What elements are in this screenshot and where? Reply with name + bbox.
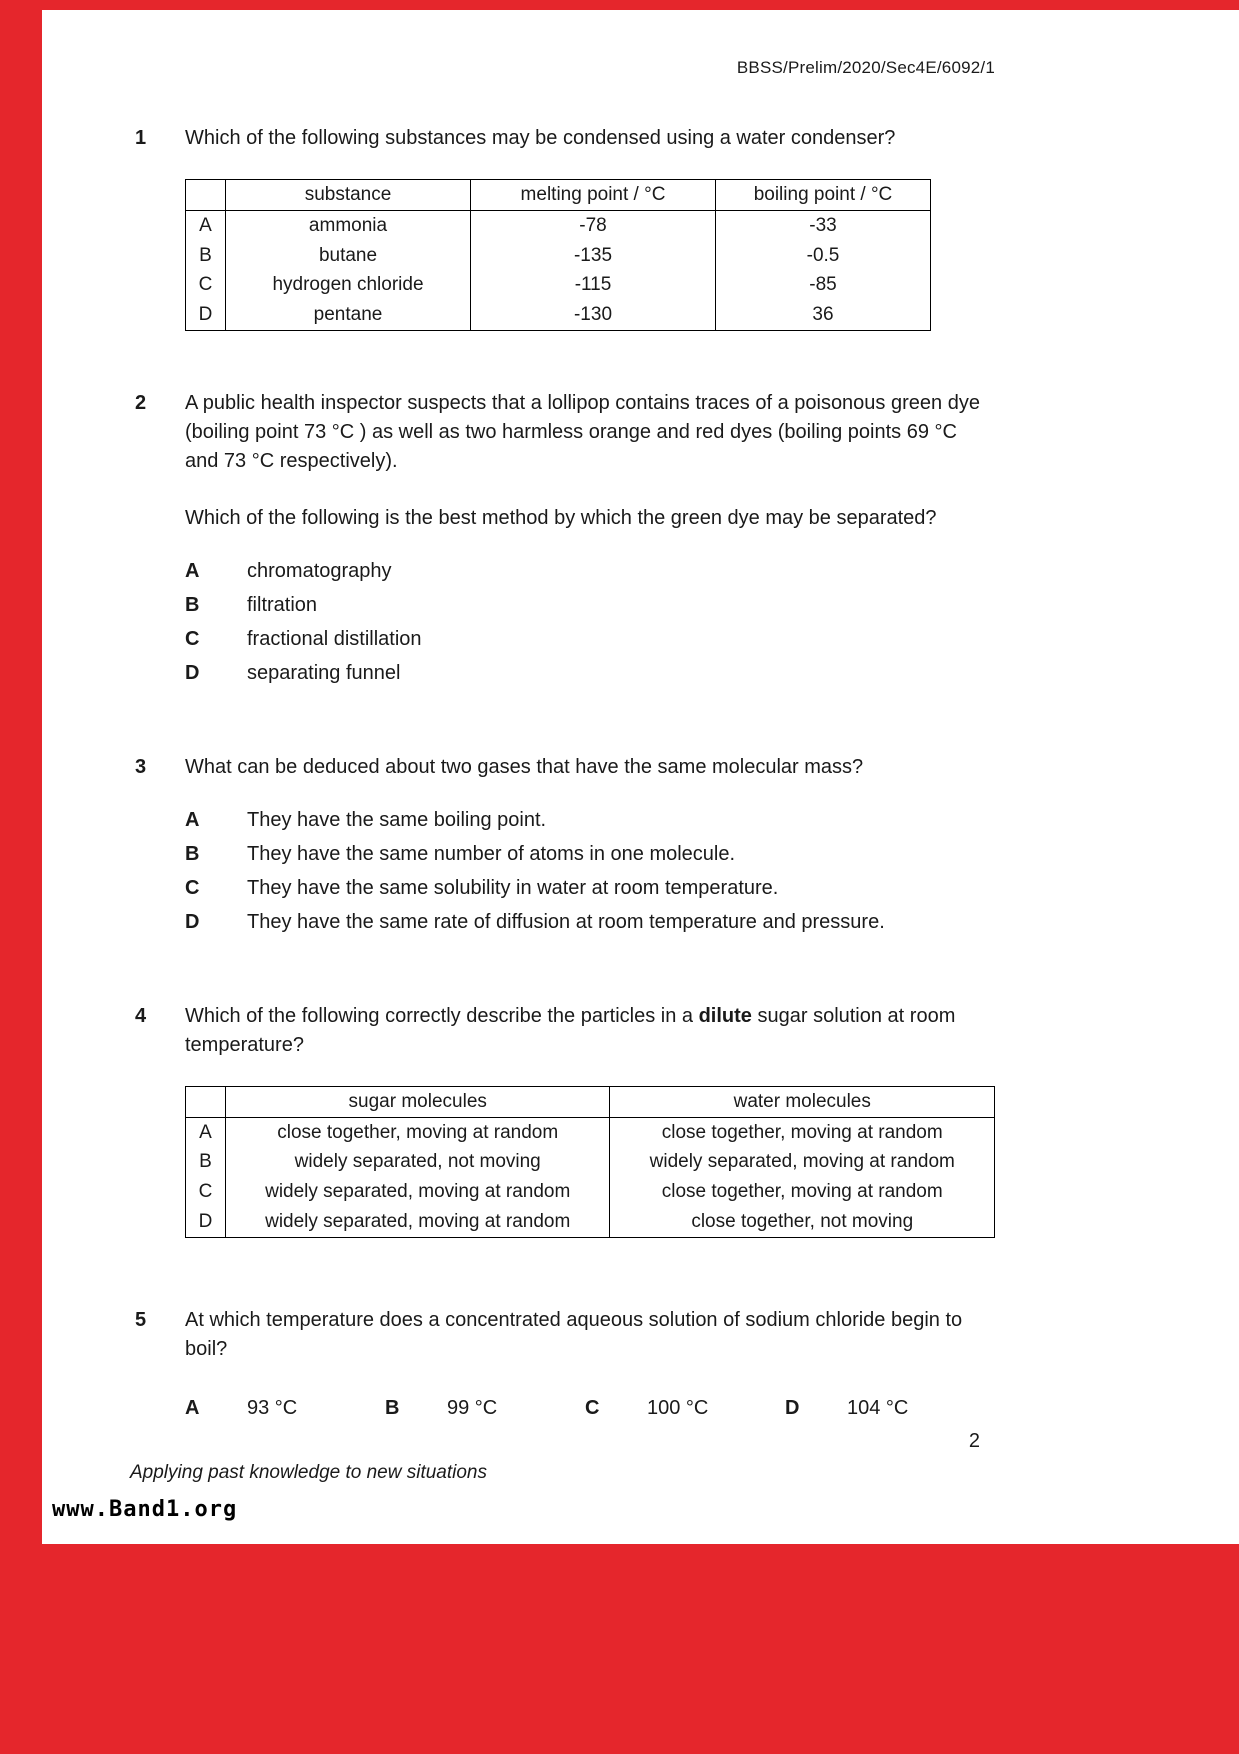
option-letter: C <box>186 1177 226 1207</box>
option-letter: C <box>585 1396 600 1419</box>
question-text-before: Which of the following correctly describe the particles in a <box>185 1004 699 1027</box>
option-row <box>185 591 995 620</box>
question-number: 5 <box>135 1308 147 1331</box>
option-text: 104 °C <box>847 1396 909 1419</box>
option-letter: D <box>186 1207 226 1237</box>
option-letter: C <box>186 270 226 300</box>
option-text: 93 °C <box>247 1396 298 1419</box>
option-letter: D <box>186 300 226 330</box>
option-letter: C <box>185 627 200 650</box>
question-text <box>185 1002 995 1060</box>
option-item <box>385 1394 585 1423</box>
boiling-column-header: boiling point / °C <box>716 180 931 211</box>
sugar-cell: close together, moving at random <box>225 1117 610 1147</box>
option-item <box>185 1394 385 1423</box>
table-header-row <box>186 180 931 211</box>
question-number: 1 <box>135 127 147 149</box>
melting-cell: -135 <box>471 241 716 271</box>
empty-header-cell <box>186 180 226 211</box>
table-header-row <box>186 1086 995 1117</box>
option-text: They have the same rate of diffusion at room temperature and pressure. <box>247 910 885 933</box>
option-row <box>185 908 995 937</box>
melting-cell: -78 <box>471 210 716 240</box>
option-item <box>585 1394 785 1423</box>
option-item <box>785 1394 985 1423</box>
option-text: filtration <box>247 593 318 616</box>
option-row <box>185 625 995 654</box>
question-text-after: sugar solution at room temperature? <box>185 1004 956 1056</box>
option-letter: B <box>186 1147 226 1177</box>
water-cell: close together, not moving <box>610 1207 995 1237</box>
table-row <box>186 210 931 240</box>
option-letter: D <box>185 661 200 684</box>
option-letter: B <box>385 1396 400 1419</box>
option-letter: D <box>185 910 200 933</box>
option-text: 99 °C <box>447 1396 498 1419</box>
water-column-header: water molecules <box>610 1086 995 1117</box>
water-cell: close together, moving at random <box>610 1117 995 1147</box>
table-row <box>186 270 931 300</box>
paper-reference: BBSS/Prelim/2020/Sec4E/6092/1 <box>736 58 995 77</box>
option-row <box>185 840 995 869</box>
page-number: 2 <box>968 1430 980 1452</box>
question-body <box>185 1306 995 1423</box>
substance-cell: ammonia <box>226 210 471 240</box>
page-content <box>135 0 995 1423</box>
question-text-bold: dilute <box>698 1004 752 1027</box>
option-row <box>185 557 995 586</box>
option-letter: A <box>186 1117 226 1147</box>
question-text: Which of the following substances may be condensed using a water condenser? <box>185 127 896 149</box>
question-text-2: Which of the following is the best method by which the green dye may be separated? <box>185 506 937 529</box>
option-text: 100 °C <box>647 1396 709 1419</box>
question-body <box>185 753 995 942</box>
table-row <box>186 241 931 271</box>
red-border-left <box>0 0 42 1754</box>
site-watermark: www.Band1.org <box>52 1497 238 1522</box>
water-cell: close together, moving at random <box>610 1177 995 1207</box>
particles-table <box>185 1086 995 1238</box>
option-letter: B <box>185 842 200 865</box>
option-text: chromatography <box>247 559 392 582</box>
water-cell: widely separated, moving at random <box>610 1147 995 1177</box>
option-text: They have the same boiling point. <box>247 808 547 831</box>
question-body <box>185 1002 995 1238</box>
table-row <box>186 1117 995 1147</box>
option-letter: C <box>185 876 200 899</box>
options-list <box>185 806 995 937</box>
question-body <box>185 389 995 693</box>
option-text: They have the same number of atoms in one molecule. <box>247 842 736 865</box>
footer-note: Applying past knowledge to new situations <box>130 1462 488 1483</box>
empty-header-cell <box>186 1086 226 1117</box>
sugar-cell: widely separated, moving at random <box>225 1207 610 1237</box>
substance-column-header: substance <box>226 180 471 211</box>
substance-cell: hydrogen chloride <box>226 270 471 300</box>
red-border-bottom <box>0 1544 1239 1754</box>
table-row <box>186 300 931 330</box>
question-number: 4 <box>135 1004 147 1027</box>
question-number: 2 <box>135 391 147 414</box>
question-4 <box>135 1002 995 1238</box>
question-number: 3 <box>135 755 147 778</box>
option-row <box>185 874 995 903</box>
question-5 <box>135 1306 995 1423</box>
options-list <box>185 557 995 688</box>
table-row <box>186 1147 995 1177</box>
sugar-cell: widely separated, moving at random <box>225 1177 610 1207</box>
question-2 <box>135 389 995 693</box>
option-row <box>185 659 995 688</box>
question-text: What can be deduced about two gases that have the same molecular mass? <box>185 755 864 778</box>
boiling-cell: -85 <box>716 270 931 300</box>
option-text: fractional distillation <box>247 627 422 650</box>
table-row <box>186 1177 995 1207</box>
option-letter: D <box>785 1396 800 1419</box>
boiling-cell: 36 <box>716 300 931 330</box>
substance-cell: butane <box>226 241 471 271</box>
option-row <box>185 806 995 835</box>
option-text: They have the same solubility in water at room temperature. <box>247 876 779 899</box>
sugar-cell: widely separated, not moving <box>225 1147 610 1177</box>
option-letter: A <box>185 808 200 831</box>
question-3 <box>135 753 995 942</box>
boiling-cell: -0.5 <box>716 241 931 271</box>
question-1 <box>135 124 995 331</box>
option-letter: A <box>185 1396 200 1419</box>
option-letter: B <box>186 241 226 271</box>
melting-cell: -130 <box>471 300 716 330</box>
substance-cell: pentane <box>226 300 471 330</box>
option-letter: A <box>186 210 226 240</box>
option-letter: A <box>185 559 200 582</box>
options-row <box>185 1394 995 1423</box>
table-row <box>186 1207 995 1237</box>
option-text: separating funnel <box>247 661 401 684</box>
question-body <box>185 124 995 331</box>
sugar-column-header: sugar molecules <box>225 1086 610 1117</box>
melting-column-header: melting point / °C <box>471 180 716 211</box>
melting-cell: -115 <box>471 270 716 300</box>
option-letter: B <box>185 593 200 616</box>
question-text: A public health inspector suspects that a lollipop contains traces of a poisonous green dye (boiling point 73 °C ) as well as two harmless orange and red dyes (boiling points 69 °C and 73 °C respectively). <box>185 391 980 472</box>
boiling-cell: -33 <box>716 210 931 240</box>
question-text: At which temperature does a concentrated aqueous solution of sodium chloride begin to boil? <box>185 1308 963 1360</box>
substances-table <box>185 179 931 331</box>
